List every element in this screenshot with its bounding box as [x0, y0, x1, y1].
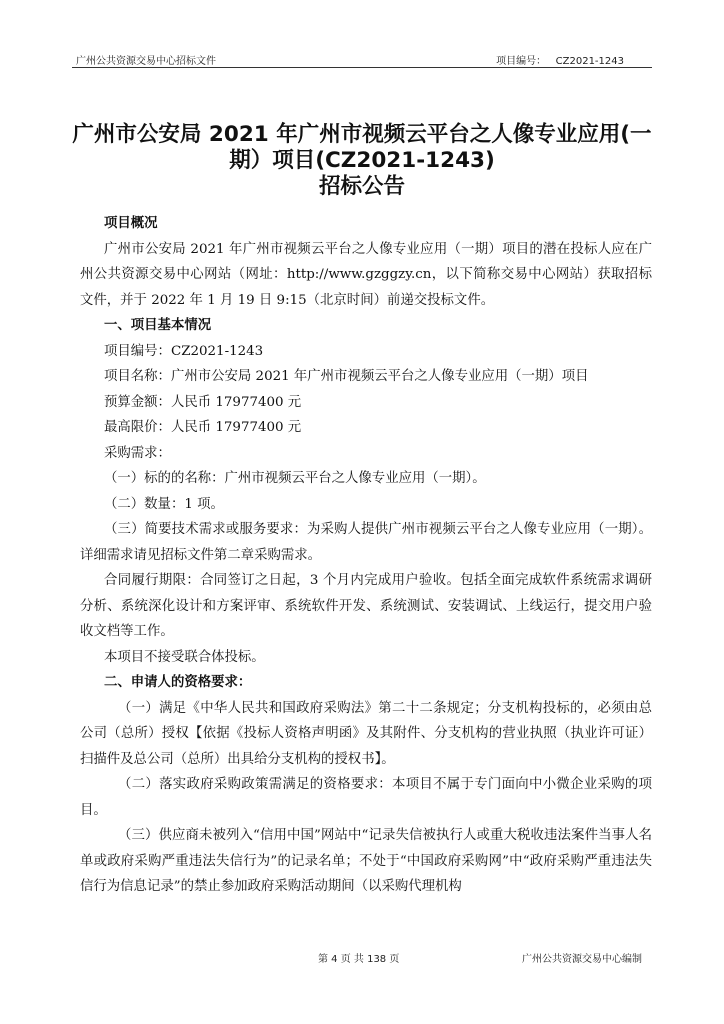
overview-text: 广州市公安局 2021 年广州市视频云平台之人像专业应用（一期）项目的潜在投标人应在广州公共资源交易中心网站（网址：http://www.gzggzy.cn，以下简称交易中心网站）获取招标文件，并于 2022 年 1 月 19 日 9:15（北京时间）前递交投标文件。 — [80, 241, 652, 308]
qualification-2: （二）落实政府采购政策需满足的资格要求：本项目不属于专门面向中小微企业采购的项目。 — [80, 777, 652, 818]
project-number: 项目编号：CZ2021-1243 — [104, 343, 264, 359]
qualification-1: （一）满足《中华人民共和国政府采购法》第二十二条规定；分支机构投标的，必须由总公司（总所）授权【依据《投标人资格声明函》及其附件、分支机构的营业执照（执业许可证）扫描件及总公司（总所）出具给分支机构的授权书】。 — [80, 700, 652, 767]
requirements-label: 采购需求： — [104, 445, 171, 461]
title-line-3: 招标公告 — [318, 174, 405, 199]
requirement-2: （二）数量：1 项。 — [104, 496, 224, 512]
document-body — [80, 211, 652, 900]
qualification-3: （三）供应商未被列入“信用中国”网站中“记录失信被执行人或重大税收违法案件当事人名单或政府采购严重违法失信行为”的记录名单；不处于“中国政府采购网”中“政府采购严重违法失信行为信息记录”的禁止参加政府采购活动期间（以采购代理机构 — [80, 828, 652, 894]
max-price: 最高限价：人民币 17977400 元 — [104, 420, 302, 435]
section1-heading: 一、项目基本情况 — [104, 318, 212, 333]
budget-amount: 预算金额：人民币 17977400 元 — [104, 394, 302, 410]
header-project-number: 项目编号： CZ2021-1243 — [496, 56, 624, 67]
overview-heading: 项目概况 — [104, 216, 158, 231]
title-line-1: 广州市公安局 2021 年广州市视频云平台之人像专业应用(一 — [72, 122, 652, 147]
consortium-note: 本项目不接受联合体投标。 — [104, 649, 265, 665]
footer-right: 广州公共资源交易中心编制 — [522, 954, 642, 965]
document-title — [60, 122, 664, 200]
title-line-2: 期）项目(CZ2021-1243) — [229, 148, 495, 173]
contract-period: 合同履行期限：合同签订之日起，3 个月内完成用户验收。包括全面完成软件系统需求调研分析、系统深化设计和方案评审、系统软件开发、系统测试、安装调试、上线运行，提交用户验收文档等工作。 — [80, 573, 652, 639]
page-number: 第 4 页 共 138 页 — [318, 954, 400, 965]
project-name: 项目名称：广州市公安局 2021 年广州市视频云平台之人像专业应用（一期）项目 — [104, 369, 589, 384]
requirement-1: （一）标的的名称：广州市视频云平台之人像专业应用（一期）。 — [104, 471, 486, 486]
section2-heading: 二、申请人的资格要求： — [104, 675, 252, 690]
header-left: 广州公共资源交易中心招标文件 — [76, 56, 216, 67]
requirement-3: （三）简要技术需求或服务要求：为采购人提供广州市视频云平台之人像专业应用（一期）。详细需求请见招标文件第二章采购需求。 — [80, 522, 652, 563]
page-header — [72, 49, 652, 68]
